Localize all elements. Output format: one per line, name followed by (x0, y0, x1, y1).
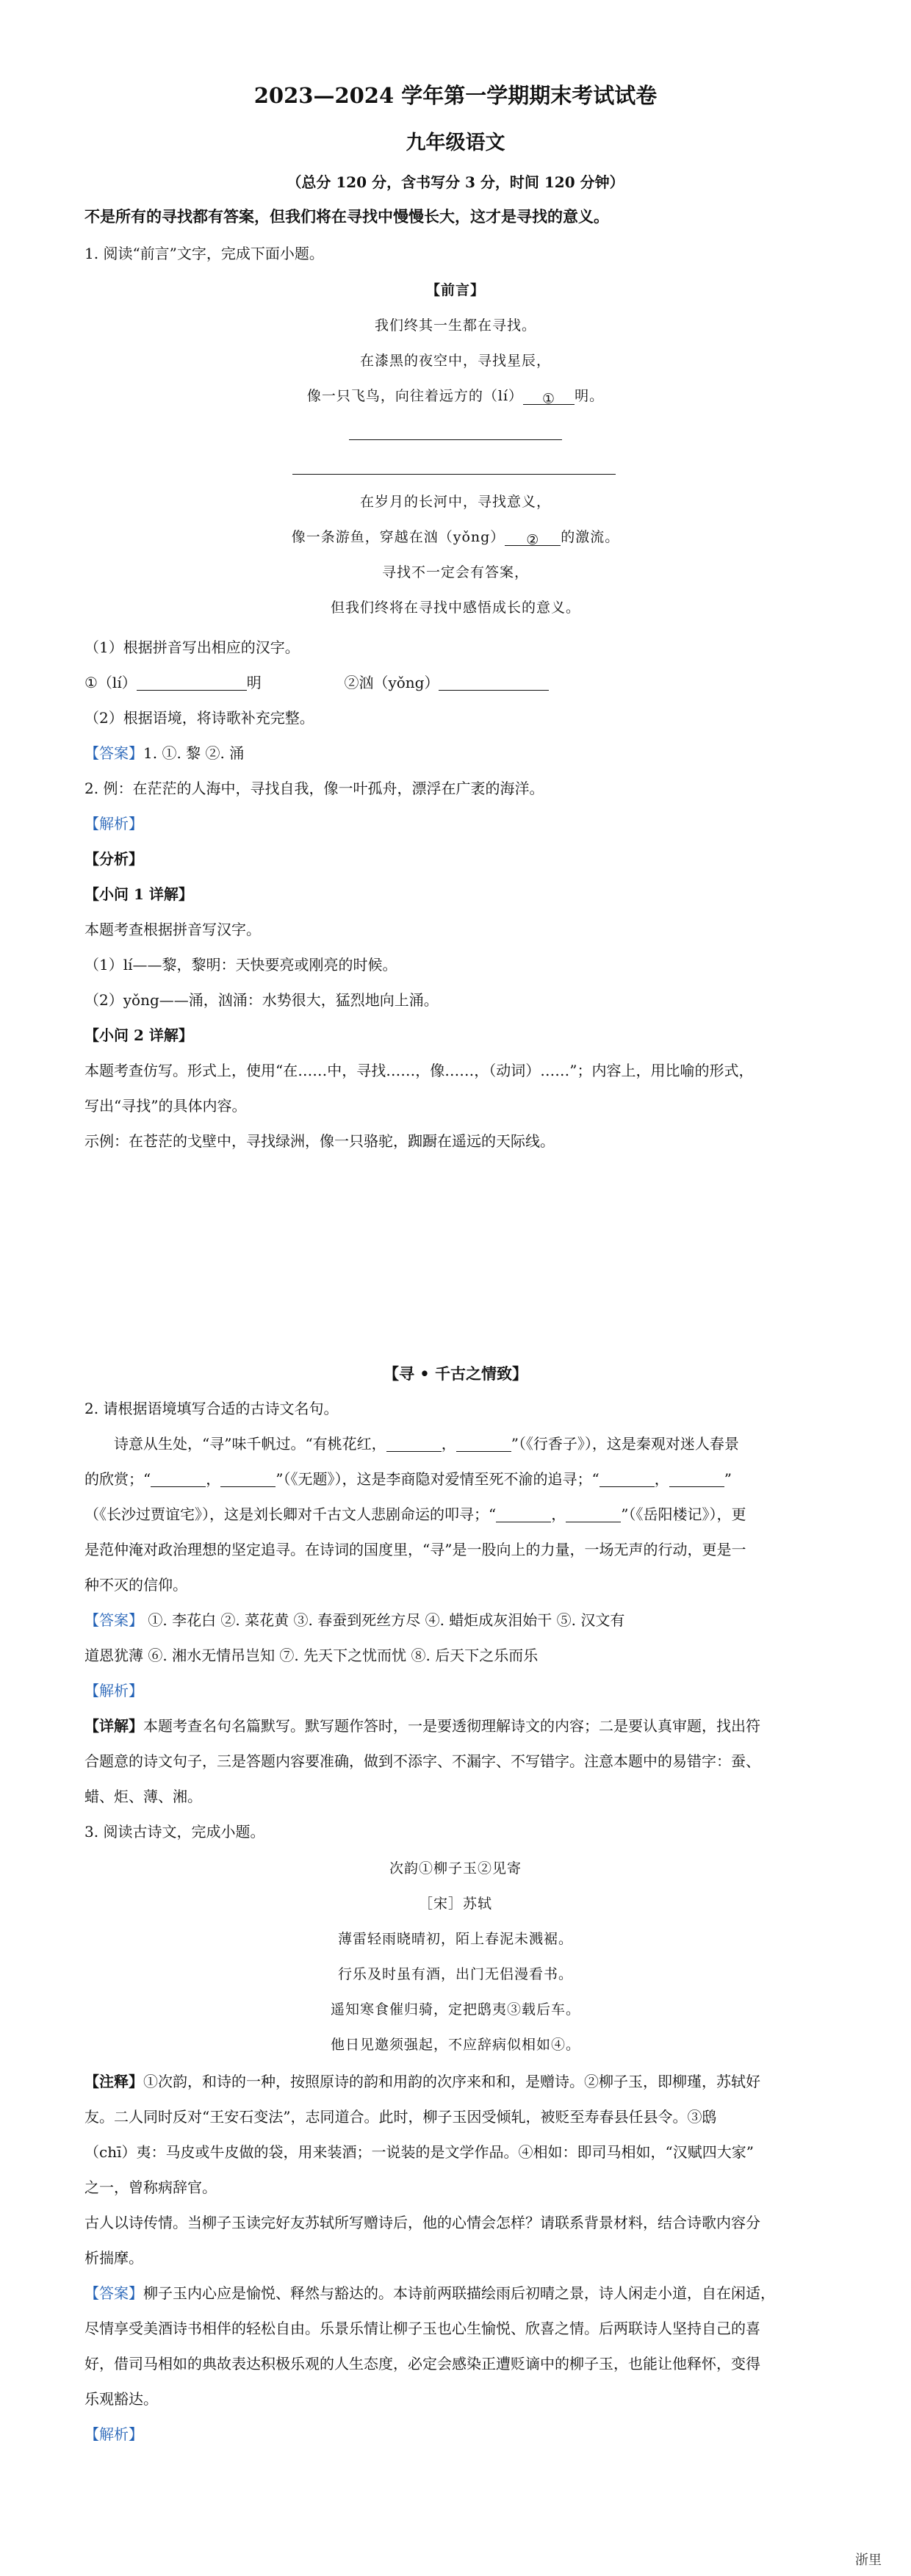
q3-poem-line: 遥知寒食催归骑，定把鸱夷③载后车。 (330, 2001, 580, 2018)
section2-detail: 【详解】本题考查名句名篇默写。默写题作答时，一是要透彻理解诗文的内容；二是要认真审题，找出符 (84, 1717, 760, 1735)
fill-blank[interactable] (599, 1470, 655, 1487)
answer-line-2[interactable] (292, 474, 616, 475)
q3-question: 古人以诗传情。当柳子玉读完好友苏轼所写赠诗后，他的心情会怎样？请联系背景材料，结合诗歌内容分 (84, 2214, 760, 2231)
xw2-text1: 本题考查仿写。形式上，使用“在……中，寻找……，像……，（动词）……”；内容上，用比喻的形式， (84, 1062, 754, 1079)
xw1-tag: 【小问 1 详解】 (84, 885, 193, 903)
xw2-example: 示例：在苍茫的戈壁中，寻找绿洲，像一只骆驼，踟蹰在遥远的天际线。 (84, 1132, 555, 1150)
blank-2[interactable]: ② (505, 529, 561, 546)
section2-para-line: 诗意从生处，“寻”味千帆过。“有桃花红， ， ”（《行香子》），这是秦观对迷人春景 (114, 1435, 739, 1453)
q1-sub2: （2）根据语境，将诗歌补充完整。 (84, 709, 314, 727)
q3-poem-line: 他日见邀须强起，不应辞病似相如④。 (330, 2037, 580, 2053)
q1-poem-line: 在岁月的长河中，寻找意义， (359, 494, 551, 510)
section2-para-line: （《长沙过贾谊宅》），这是刘长卿对千古文人悲剧命运的叩寻；“ ， ”（《岳阳楼记》），更 (84, 1505, 746, 1523)
q1-poem-line: 寻找不一定会有答案， (381, 564, 529, 580)
answer-line-1[interactable] (349, 439, 562, 440)
xw1-text: 本题考查根据拼音写汉字。 (84, 921, 261, 938)
xw1-a: （1）lí——黎，黎明：天快要亮或刚亮的时候。 (84, 956, 397, 974)
fill-blank[interactable] (566, 1505, 621, 1522)
q3-poem-line: 行乐及时虽有酒，出门无侣漫看书。 (337, 1966, 573, 1982)
q2-example: 2. 例：在茫茫的人海中，寻找自我，像一叶孤舟，漂浮在广袤的海洋。 (84, 780, 544, 797)
fill-blank[interactable] (496, 1505, 551, 1522)
q1-poem-line: 在漆黑的夜空中，寻找星辰， (359, 353, 551, 369)
section2-heading: 【寻 • 千古之情致】 (383, 1364, 528, 1383)
q3-prompt: 3. 阅读古诗文，完成小题。 (84, 1823, 265, 1841)
answer-tag: 【答案】 (84, 744, 143, 762)
answer-tag: 【答案】 (84, 1611, 143, 1629)
section2-prompt: 2. 请根据语境填写合适的古诗文名句。 (84, 1400, 339, 1417)
q3-note-cont: （chī）夷：马皮或牛皮做的袋，用来装酒；一说装的是文学作品。④相如：即司马相如，“汉赋四大家” (84, 2143, 754, 2161)
q1-poem-title: 【前言】 (425, 282, 485, 298)
section2-para-line: 是范仲淹对政治理想的坚定追寻。在诗词的国度里，“寻”是一股向上的力量，一场无声的行动，更是一 (84, 1541, 746, 1558)
q3-note: 【注释】①次韵，和诗的一种，按照原诗的韵和用韵的次序来和和，是赠诗。②柳子玉，即柳瑾，苏轼好 (84, 2073, 760, 2090)
q3-answer: 【答案】柳子玉内心应是愉悦、释然与豁达的。本诗前两联描绘雨后初晴之景，诗人闲走小道，自在闲适， (84, 2284, 775, 2302)
q3-poem-author: ［宋］苏轼 (418, 1896, 492, 1912)
section2-para-line: 的欣赏；“ ， ”（《无题》），这是李商隐对爱情至死不渝的追寻；“ ， ” (84, 1470, 732, 1488)
xw2-tag: 【小问 2 详解】 (84, 1026, 193, 1044)
jiexi-tag: 【解析】 (84, 1682, 143, 1699)
blank-1[interactable]: ① (523, 388, 575, 405)
fenxi-tag: 【分析】 (84, 850, 143, 868)
q3-answer-cont: 乐观豁达。 (84, 2390, 158, 2408)
score-note: （总分 120 分，含书写分 3 分，时间 120 分钟） (287, 173, 624, 191)
answer-tag: 【答案】 (84, 2284, 143, 2302)
sub1-blank-b[interactable] (439, 674, 549, 691)
q3-answer-cont: 好，借司马相如的典故表达积极乐观的人生态度，必定会感染正遭贬谪中的柳子玉，也能让他释怀，变得 (84, 2355, 760, 2372)
motto: 不是所有的寻找都有答案，但我们将在寻找中慢慢长大，这才是寻找的意义。 (84, 207, 609, 226)
fill-blank[interactable] (151, 1470, 206, 1487)
q1-poem-line: 但我们终将在寻找中感悟成长的意义。 (330, 600, 580, 616)
q1-answer: 【答案】1. ①. 黎 ②. 涌 (84, 744, 245, 762)
jiexi-tag: 【解析】 (84, 2425, 143, 2443)
q3-answer-cont: 尽情享受美酒诗书相伴的轻松自由。乐景乐情让柳子玉也心生愉悦、欣喜之情。后两联诗人坚持自己的喜 (84, 2320, 760, 2337)
fill-blank[interactable] (669, 1470, 724, 1487)
q3-poem-title: 次韵①柳子玉②见寄 (389, 1860, 522, 1877)
xw1-b: （2）yǒng——涌，汹涌：水势很大，猛烈地向上涌。 (84, 991, 439, 1009)
q3-question-cont: 析揣摩。 (84, 2249, 143, 2267)
exam-title: 2023—2024 学年第一学期期末考试试卷 (253, 83, 658, 108)
q1-poem-line: 我们终其一生都在寻找。 (374, 317, 536, 334)
sub1-blank-a[interactable] (137, 674, 247, 691)
jiexi-tag: 【解析】 (84, 815, 143, 832)
q3-poem-line: 薄雷轻雨晓晴初，陌上春泥未溅裾。 (337, 1931, 573, 1947)
exam-subtitle: 九年级语文 (406, 132, 505, 154)
q3-note-cont: 之一，曾称病辞官。 (84, 2179, 217, 2196)
q1-prompt: 1. 阅读“前言”文字，完成下面小题。 (84, 245, 324, 262)
section2-answer: 【答案】 ①. 李花白 ②. 菜花黄 ③. 春蚕到死丝方尽 ④. 蜡炬成灰泪始干 ⑤. 汉文有 (84, 1611, 625, 1629)
section2-para-line: 种不灭的信仰。 (84, 1576, 187, 1594)
fill-blank[interactable] (220, 1470, 276, 1487)
fill-blank[interactable] (386, 1435, 442, 1452)
section2-answer-cont: 道恩犹薄 ⑥. 湘水无情吊岂知 ⑦. 先天下之忧而忧 ⑧. 后天下之乐而乐 (84, 1647, 539, 1664)
q1-sub1: （1）根据拼音写出相应的汉字。 (84, 638, 300, 656)
xw2-text2: 写出“寻找”的具体内容。 (84, 1097, 247, 1115)
footer-watermark: 浙里 (855, 2552, 882, 2568)
q1-poem-line-blank1: 像一只飞鸟，向往着远方的（lí） ① 明。 (306, 388, 605, 407)
q3-note-cont: 友。二人同时反对“王安石变法”，志同道合。此时，柳子玉因受倾轧，被贬至寿春县任县令。③鸱 (84, 2108, 717, 2126)
fill-blank[interactable] (456, 1435, 511, 1452)
section2-detail-cont: 蜡、炬、薄、湘。 (84, 1788, 202, 1805)
q1-sub1-blanks: ①（lí） 明 ②汹（yǒng） (84, 672, 827, 694)
section2-detail-cont: 合题意的诗文句子，三是答题内容要准确，做到不添字、不漏字、不写错字。注意本题中的易错字：蚕、 (84, 1752, 760, 1770)
q1-poem-line-blank2: 像一条游鱼，穿越在汹（yǒng） ② 的激流。 (291, 529, 620, 548)
